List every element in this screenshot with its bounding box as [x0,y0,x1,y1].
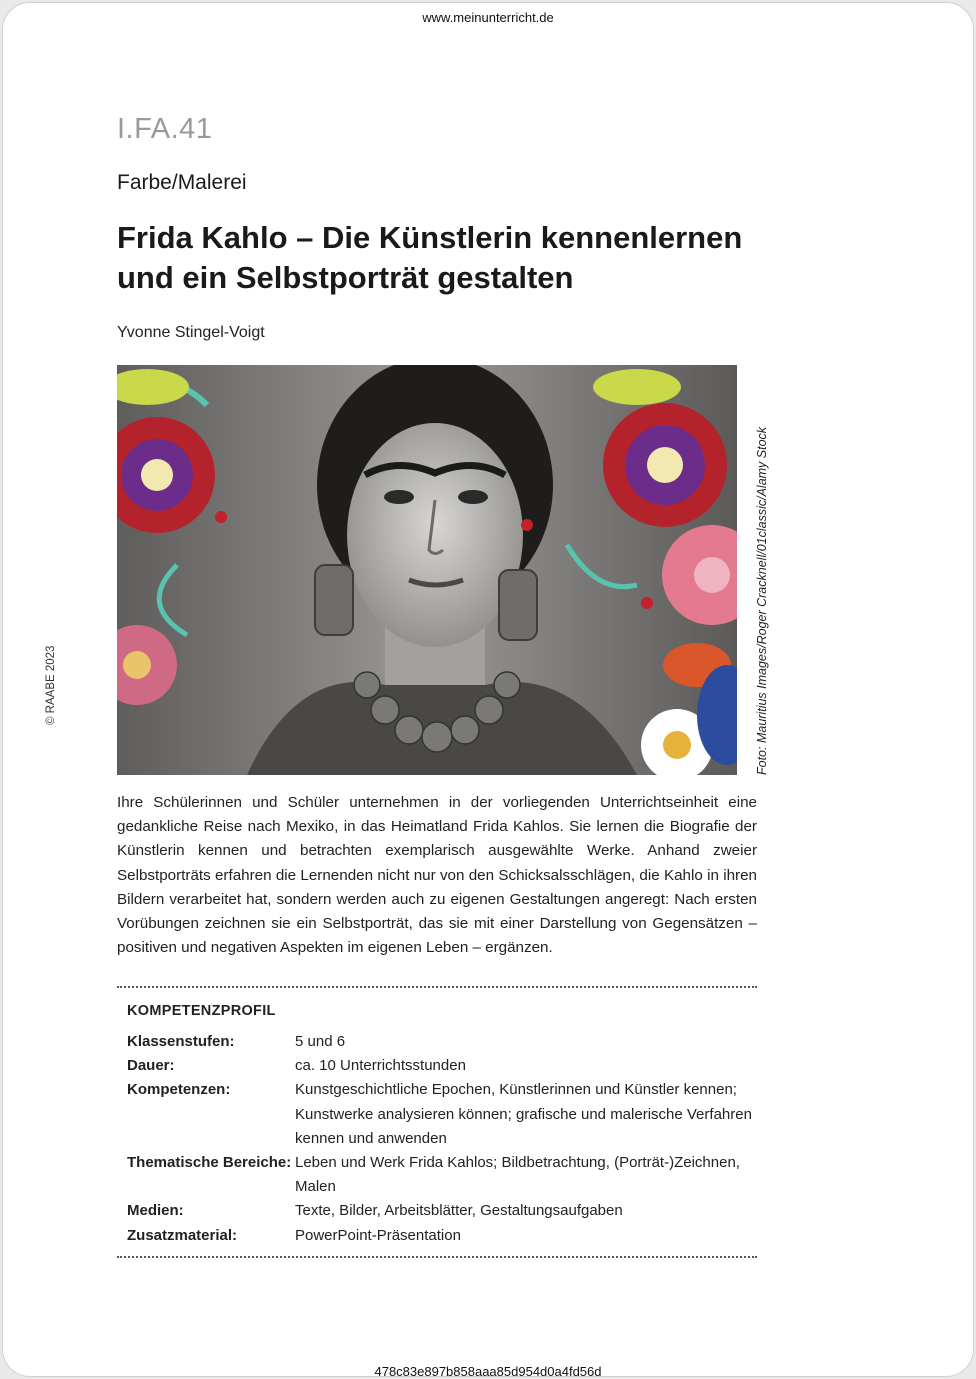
document-page [2,2,974,1377]
dotted-divider-bottom [117,1256,757,1258]
dotted-divider-top [117,986,757,988]
profile-value: Texte, Bilder, Arbeitsblätter, Gestaltungsaufgaben [295,1202,623,1220]
profile-value: Leben und Werk Frida Kahlos; Bildbetrachtung, (Porträt-)Zeichnen, Malen [295,1154,740,1196]
profile-label: Kompetenzen: [127,1081,231,1099]
page-title: Frida Kahlo – Die Künstlerin kennenlernen und ein Selbstporträt gestalten [117,220,743,295]
profile-label: Dauer: [127,1057,175,1075]
profile-row [127,1054,757,1078]
profile-value: PowerPoint-Präsentation [295,1226,461,1244]
copyright-notice: © RAABE 2023 [45,645,57,725]
frida-kahlo-portrait-image [117,365,737,775]
document-hash: 478c83e897b858aaa85d954d0a4fd56d [374,1364,602,1377]
profile-label: Medien: [127,1202,184,1220]
site-url[interactable]: www.meinunterricht.de [422,10,554,25]
intro-paragraph: Ihre Schülerinnen und Schüler unternehmen in der vorliegenden Unterrichtseinheit eine gedankliche Reise nach Mexiko, in das Heimatland Frida Kahlos. Sie lernen die Biografie der Künstlerin kennen und betrachten exemplarisch ausgewählte Werke. Anhand zweier Selbstporträts erfahren die Lernenden nicht nur von den Schicksalsschlägen, die Kahlo in ihren Bildern verarbeitet hat, sondern werden auch zu eigenen Gestaltungen angeregt: Nach ersten Vorübungen zeichnen sie ein Selbstporträt, das sie mit einer Darstellung von Gegensätzen – positiven und negativen Aspekten im eigenen Leben – ergänzen. [117,794,757,957]
profile-label: Thematische Bereiche: [127,1154,292,1172]
author-name: Yvonne Stingel-Voigt [117,324,265,341]
profile-row [127,1199,757,1223]
photo-credit: Foto: Mauritius Images/Roger Cracknell/01classic/Alamy Stock [755,426,769,775]
subject-heading: Farbe/Malerei [117,171,247,194]
profile-heading: KOMPETENZPROFIL [127,1003,276,1019]
competence-profile-table [127,1030,757,1248]
profile-row [127,1078,757,1151]
profile-row [127,1151,757,1199]
profile-value: 5 und 6 [295,1033,346,1050]
profile-value: ca. 10 Unterrichtsstunden [295,1057,466,1075]
profile-label: Zusatzmaterial: [127,1226,238,1244]
profile-row [127,1224,757,1248]
profile-row [127,1030,757,1054]
profile-label: Klassenstufen: [127,1033,235,1050]
unit-code: I.FA.41 [117,113,213,145]
profile-value: Kunstgeschichtliche Epochen, Künstlerinnen und Künstler kennen; Kunstwerke analysieren können; grafische und malerische Verfahren kennen und anwenden [295,1081,752,1147]
